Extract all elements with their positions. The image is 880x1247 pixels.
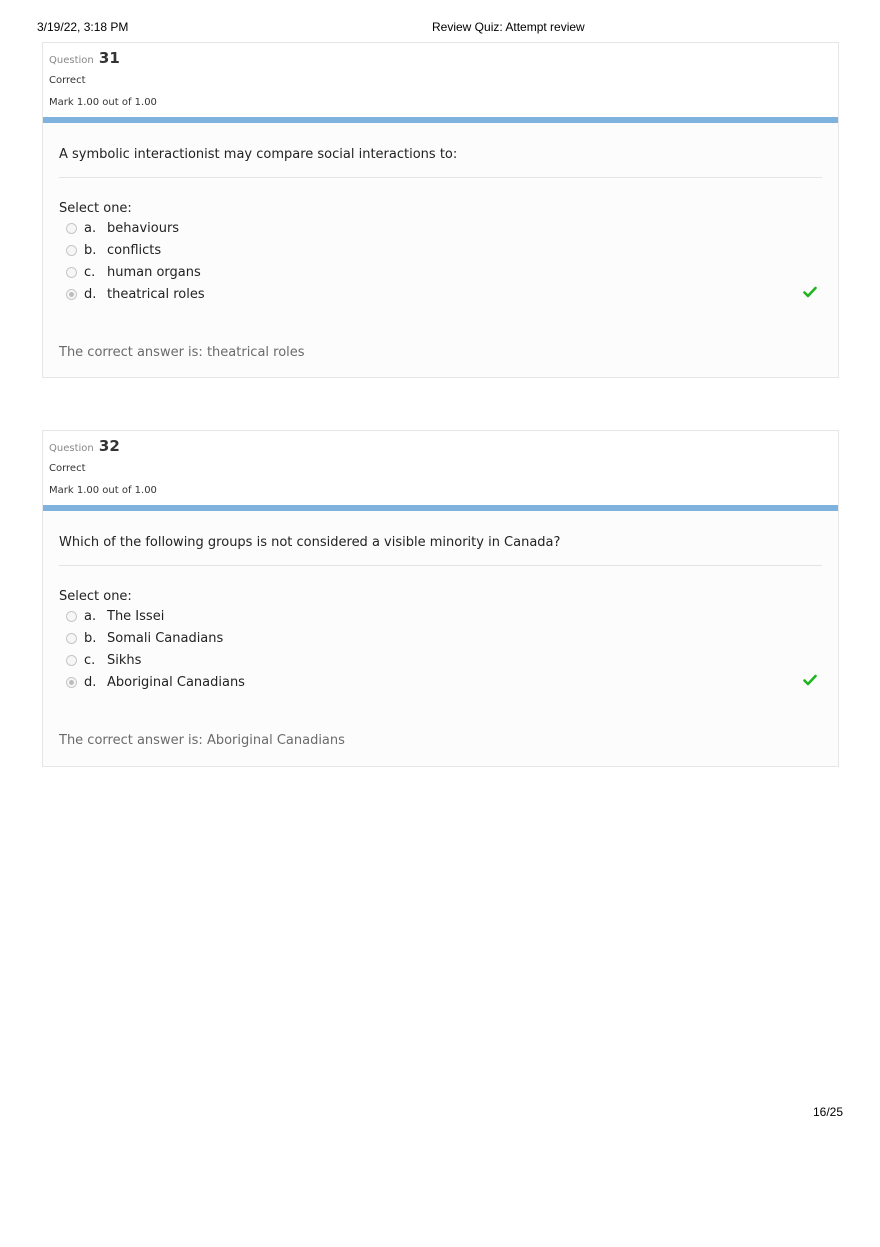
radio-button[interactable] xyxy=(66,245,77,256)
answer-text: Somali Canadians xyxy=(107,631,224,646)
question-text: A symbolic interactionist may compare social interactions to: xyxy=(59,147,458,162)
question-block-31 xyxy=(42,42,839,378)
question-block-32 xyxy=(42,430,839,767)
print-date: 3/19/22, 3:18 PM xyxy=(37,20,129,34)
question-state: Correct xyxy=(49,463,86,474)
page-number: 16/25 xyxy=(812,1105,843,1119)
question-number xyxy=(49,437,120,455)
answer-letter: d. xyxy=(84,675,97,690)
correct-answer-feedback: The correct answer is: Aboriginal Canadians xyxy=(59,733,345,748)
question-divider xyxy=(59,177,822,178)
question-number-value: 31 xyxy=(98,49,120,67)
answer-letter: a. xyxy=(84,609,97,624)
radio-button[interactable] xyxy=(66,611,77,622)
answer-text: conflicts xyxy=(107,243,162,258)
question-number xyxy=(49,49,120,67)
answer-text: theatrical roles xyxy=(107,287,205,302)
answer-option-a[interactable] xyxy=(63,221,823,243)
print-title: Review Quiz: Attempt review xyxy=(432,20,585,34)
radio-button[interactable] xyxy=(66,267,77,278)
answer-option-c[interactable] xyxy=(63,653,823,675)
answer-option-b[interactable] xyxy=(63,631,823,653)
question-text: Which of the following groups is not considered a visible minority in Canada? xyxy=(59,535,561,550)
answer-option-c[interactable] xyxy=(63,265,823,287)
question-divider xyxy=(59,565,822,566)
answer-option-a[interactable] xyxy=(63,609,823,631)
question-info xyxy=(43,431,838,511)
radio-button[interactable] xyxy=(66,633,77,644)
answer-option-d[interactable] xyxy=(63,675,823,697)
answer-letter: a. xyxy=(84,221,97,236)
check-icon xyxy=(803,285,817,299)
answer-option-b[interactable] xyxy=(63,243,823,265)
answer-letter: d. xyxy=(84,287,97,302)
answer-list xyxy=(63,609,823,697)
question-grade: Mark 1.00 out of 1.00 xyxy=(49,97,157,108)
answer-text: human organs xyxy=(107,265,201,280)
answer-option-d[interactable] xyxy=(63,287,823,309)
question-info xyxy=(43,43,838,123)
question-number-value: 32 xyxy=(98,437,120,455)
answer-text: Aboriginal Canadians xyxy=(107,675,245,690)
answer-letter: b. xyxy=(84,243,97,258)
answer-letter: b. xyxy=(84,631,97,646)
check-icon xyxy=(803,673,817,687)
answer-letter: c. xyxy=(84,653,96,668)
select-prompt: Select one: xyxy=(59,201,132,216)
answer-text: Sikhs xyxy=(107,653,142,668)
answer-letter: c. xyxy=(84,265,96,280)
radio-button[interactable] xyxy=(66,223,77,234)
question-grade: Mark 1.00 out of 1.00 xyxy=(49,485,157,496)
radio-button-selected[interactable] xyxy=(66,289,77,300)
select-prompt: Select one: xyxy=(59,589,132,604)
question-label: Question xyxy=(49,55,94,66)
print-header xyxy=(37,20,843,36)
question-label: Question xyxy=(49,443,94,454)
radio-button[interactable] xyxy=(66,655,77,666)
question-state: Correct xyxy=(49,75,86,86)
radio-button-selected[interactable] xyxy=(66,677,77,688)
answer-text: The Issei xyxy=(107,609,165,624)
correct-answer-feedback: The correct answer is: theatrical roles xyxy=(59,345,305,360)
answer-list xyxy=(63,221,823,309)
answer-text: behaviours xyxy=(107,221,180,236)
